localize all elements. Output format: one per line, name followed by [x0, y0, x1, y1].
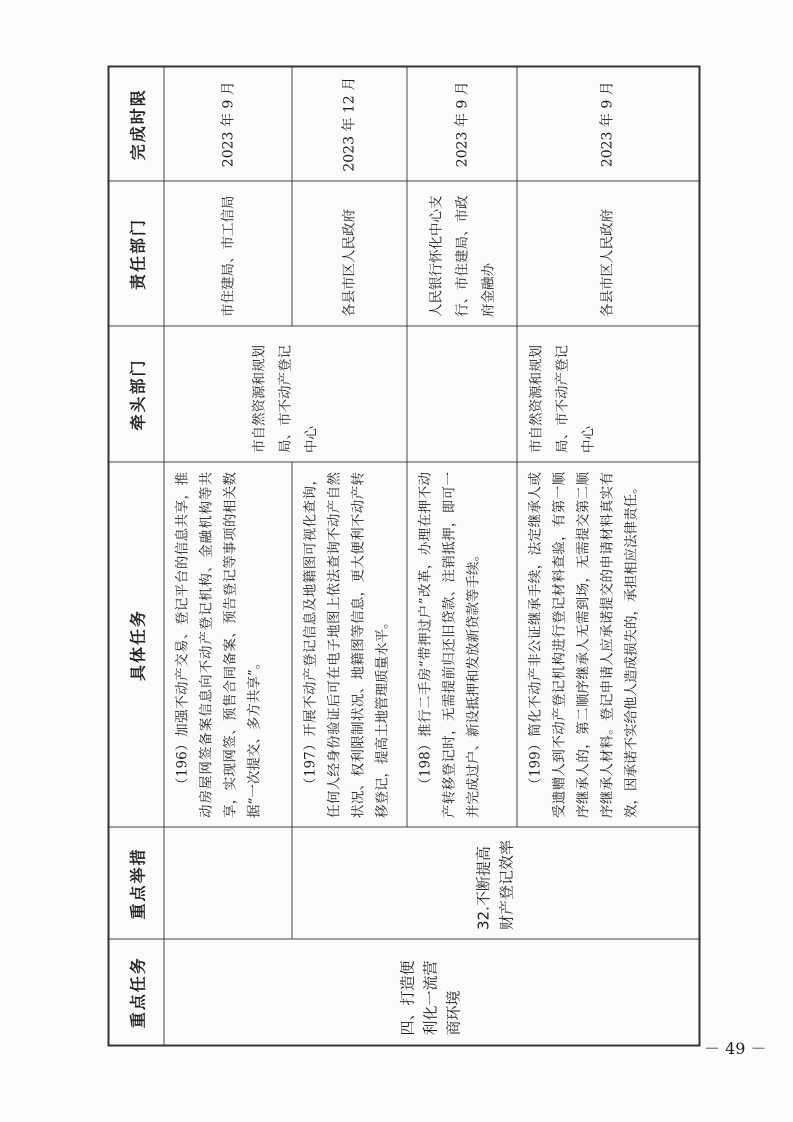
responsible-cell: 各县市区人民政府: [292, 182, 407, 327]
content-cell: （198）推行二手房“带押过户”改革，办理在押不动产转移登记时，无需提前归还旧贷款、注销抵押，即可一并完成过户、新设抵押和发放新贷款等手续。: [407, 463, 517, 828]
deadline-cell: 2023 年 9 月: [407, 67, 517, 182]
content-cell: （197）开展不动产登记信息及地籍图可视化查询，任何人经身份验证后可在电子地图上依法查询不动产自然状况、权利限制状况、地籍图等信息，更大便利不动产转移登记，提高土地管理质量水平。: [292, 463, 407, 828]
page-number: － 49 －: [704, 1039, 767, 1058]
table-row: [292, 67, 407, 1046]
responsible-cell: 市住建局、市工信局: [164, 182, 292, 327]
header-task: 重点任务: [109, 940, 165, 1046]
task-table: [108, 66, 701, 1047]
content-cell: （199）简化不动产非公证继承手续，法定继承人或受遗赠人到不动产登记机构进行登记材料查验，有第一顺序继承人的，第二顺序继承人无需到场，无需提交第二顺序继承人材料。登记申请人应承诺提交的申请材料真实有效，因承诺不实给他人造成损失的，承担相应法律责任。: [517, 463, 699, 828]
header-lead: 牵头部门: [109, 327, 165, 463]
table-header-row: [109, 67, 165, 1046]
lead-cell: 市自然资源和规划局、市不动产登记中心: [517, 327, 699, 463]
deadline-cell: 2023 年 12 月: [292, 67, 407, 182]
header-content: 具体任务: [109, 463, 165, 828]
header-measure: 重点举措: [109, 828, 165, 940]
lead-cell: 市自然资源和规划局、市不动产登记中心: [164, 327, 407, 463]
header-deadline: 完成时限: [109, 67, 165, 182]
responsible-cell: 各县市区人民政府: [517, 182, 699, 327]
table-row: [164, 67, 292, 1046]
deadline-cell: 2023 年 9 月: [164, 67, 292, 182]
responsible-cell: 人民银行怀化中心支行、市住建局、市政府金融办: [407, 182, 517, 327]
rotated-table-container: [108, 68, 685, 1047]
task-cell: 四、打造便利化一流营商环境: [164, 940, 699, 1046]
deadline-cell: 2023 年 9 月: [517, 67, 699, 182]
content-cell: （196）加强不动产交易、登记平台的信息共享，推动房屋网签备案信息向不动产登记机构、金融机构等共享，实现网签、预售合同备案、预告登记等事项的相关数据“一次提交、多方共享”。: [164, 463, 292, 828]
measure-cell: 32.不断提高财产登记效率: [292, 828, 699, 940]
measure-cell-empty: [164, 828, 292, 940]
lead-cell-empty: [407, 327, 517, 463]
header-responsible: 责任部门: [109, 182, 165, 327]
